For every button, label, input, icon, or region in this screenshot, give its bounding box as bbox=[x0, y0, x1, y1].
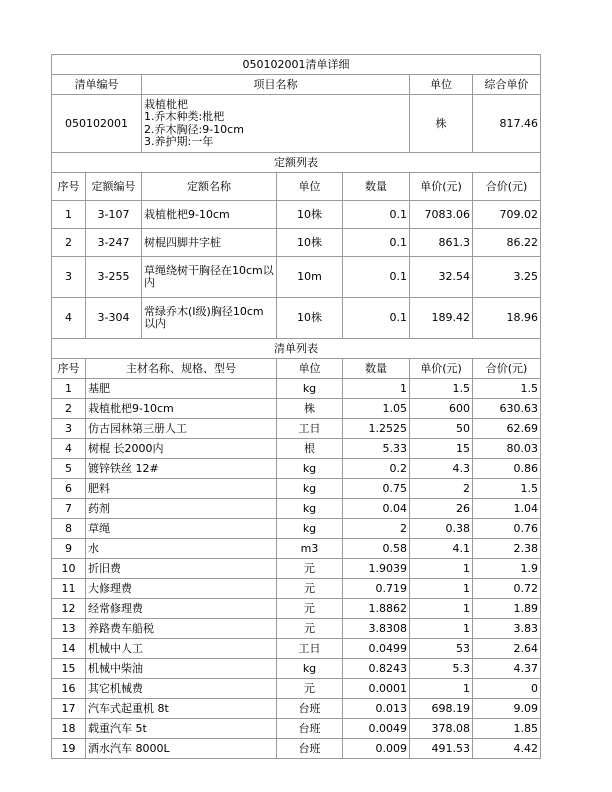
bill-unit-header: 单位 bbox=[410, 75, 473, 95]
material-seq: 3 bbox=[52, 419, 86, 439]
material-total: 1.9 bbox=[473, 559, 541, 579]
material-qty: 0.58 bbox=[343, 539, 410, 559]
material-price: 698.19 bbox=[410, 699, 473, 719]
bill-desc-line: 1.乔木种类:枇杷 bbox=[144, 110, 225, 123]
material-row bbox=[52, 579, 541, 599]
material-seq: 8 bbox=[52, 519, 86, 539]
quota-code: 3-255 bbox=[86, 257, 142, 298]
quota-price-header: 单价(元) bbox=[410, 173, 473, 201]
bill-header-row bbox=[52, 75, 541, 95]
page-title: 050102001清单详细 bbox=[52, 55, 541, 75]
material-name: 养路费车船税 bbox=[86, 619, 277, 639]
quota-total: 86.22 bbox=[473, 229, 541, 257]
material-total: 1.85 bbox=[473, 719, 541, 739]
material-price: 26 bbox=[410, 499, 473, 519]
material-name: 载重汽车 5t bbox=[86, 719, 277, 739]
quota-section-title: 定额列表 bbox=[52, 153, 541, 173]
material-row bbox=[52, 659, 541, 679]
material-qty: 0.013 bbox=[343, 699, 410, 719]
material-unit: 元 bbox=[277, 559, 343, 579]
material-row bbox=[52, 719, 541, 739]
material-unit: 工日 bbox=[277, 639, 343, 659]
quota-row bbox=[52, 257, 541, 298]
material-seq: 1 bbox=[52, 379, 86, 399]
material-qty: 1.9039 bbox=[343, 559, 410, 579]
material-row bbox=[52, 499, 541, 519]
material-unit: kg bbox=[277, 519, 343, 539]
material-unit: kg bbox=[277, 379, 343, 399]
material-row bbox=[52, 439, 541, 459]
material-row bbox=[52, 419, 541, 439]
bill-code: 050102001 bbox=[52, 95, 142, 153]
material-total: 0.86 bbox=[473, 459, 541, 479]
material-total-header: 合价(元) bbox=[473, 359, 541, 379]
material-qty: 1.05 bbox=[343, 399, 410, 419]
quota-name: 常绿乔木(I级)胸径10cm以内 bbox=[142, 298, 277, 339]
material-unit: 元 bbox=[277, 619, 343, 639]
material-seq: 5 bbox=[52, 459, 86, 479]
quota-unit: 10株 bbox=[277, 201, 343, 229]
material-seq: 7 bbox=[52, 499, 86, 519]
material-name: 镀锌铁丝 12# bbox=[86, 459, 277, 479]
material-name: 仿古园林第三册人工 bbox=[86, 419, 277, 439]
quota-price: 861.3 bbox=[410, 229, 473, 257]
quota-unit-header: 单位 bbox=[277, 173, 343, 201]
material-price: 1 bbox=[410, 679, 473, 699]
material-row bbox=[52, 519, 541, 539]
material-total: 630.63 bbox=[473, 399, 541, 419]
material-total: 3.83 bbox=[473, 619, 541, 639]
quota-price: 189.42 bbox=[410, 298, 473, 339]
quota-seq-header: 序号 bbox=[52, 173, 86, 201]
bill-desc-line: 2.乔木胸径:9-10cm bbox=[144, 122, 244, 136]
material-price: 1 bbox=[410, 559, 473, 579]
material-price: 15 bbox=[410, 439, 473, 459]
quota-qty: 0.1 bbox=[343, 298, 410, 339]
material-qty: 0.719 bbox=[343, 579, 410, 599]
material-price: 1 bbox=[410, 619, 473, 639]
material-price: 378.08 bbox=[410, 719, 473, 739]
quota-code: 3-304 bbox=[86, 298, 142, 339]
material-name: 栽植枇杷9-10cm bbox=[86, 399, 277, 419]
material-seq: 15 bbox=[52, 659, 86, 679]
material-unit: 元 bbox=[277, 599, 343, 619]
quota-code: 3-247 bbox=[86, 229, 142, 257]
bill-name-header: 项目名称 bbox=[142, 75, 410, 95]
quota-qty: 0.1 bbox=[343, 257, 410, 298]
material-qty-header: 数量 bbox=[343, 359, 410, 379]
material-price-header: 单价(元) bbox=[410, 359, 473, 379]
material-total: 0 bbox=[473, 679, 541, 699]
material-unit: 台班 bbox=[277, 699, 343, 719]
material-price: 4.1 bbox=[410, 539, 473, 559]
material-row bbox=[52, 619, 541, 639]
bill-price: 817.46 bbox=[473, 95, 541, 153]
quota-row bbox=[52, 229, 541, 257]
material-row bbox=[52, 459, 541, 479]
material-price: 0.38 bbox=[410, 519, 473, 539]
material-unit: kg bbox=[277, 659, 343, 679]
material-total: 80.03 bbox=[473, 439, 541, 459]
material-seq: 6 bbox=[52, 479, 86, 499]
material-name: 机械中柴油 bbox=[86, 659, 277, 679]
material-qty: 1.2525 bbox=[343, 419, 410, 439]
material-seq-header: 序号 bbox=[52, 359, 86, 379]
material-qty: 5.33 bbox=[343, 439, 410, 459]
material-price: 53 bbox=[410, 639, 473, 659]
material-unit: kg bbox=[277, 499, 343, 519]
material-total: 0.72 bbox=[473, 579, 541, 599]
quota-qty: 0.1 bbox=[343, 201, 410, 229]
material-unit: 根 bbox=[277, 439, 343, 459]
material-row bbox=[52, 699, 541, 719]
material-seq: 14 bbox=[52, 639, 86, 659]
material-name: 机械中人工 bbox=[86, 639, 277, 659]
material-unit: 工日 bbox=[277, 419, 343, 439]
material-price: 2 bbox=[410, 479, 473, 499]
material-qty: 0.04 bbox=[343, 499, 410, 519]
bill-price-header: 综合单价 bbox=[473, 75, 541, 95]
bill-detail-table bbox=[51, 54, 541, 759]
material-row bbox=[52, 739, 541, 759]
material-row bbox=[52, 559, 541, 579]
bill-desc-line: 3.养护期:一年 bbox=[144, 135, 214, 148]
material-name: 树棍 长2000内 bbox=[86, 439, 277, 459]
material-row bbox=[52, 479, 541, 499]
material-qty: 0.75 bbox=[343, 479, 410, 499]
material-row bbox=[52, 679, 541, 699]
material-unit: kg bbox=[277, 459, 343, 479]
material-seq: 12 bbox=[52, 599, 86, 619]
material-total: 4.37 bbox=[473, 659, 541, 679]
material-name: 洒水汽车 8000L bbox=[86, 739, 277, 759]
quota-name: 树棍四脚井字桩 bbox=[142, 229, 277, 257]
material-seq: 19 bbox=[52, 739, 86, 759]
material-row bbox=[52, 399, 541, 419]
material-unit: 台班 bbox=[277, 719, 343, 739]
material-unit: 元 bbox=[277, 579, 343, 599]
material-row bbox=[52, 639, 541, 659]
material-qty: 1.8862 bbox=[343, 599, 410, 619]
quota-total: 709.02 bbox=[473, 201, 541, 229]
quota-total: 18.96 bbox=[473, 298, 541, 339]
quota-seq: 2 bbox=[52, 229, 86, 257]
material-price: 50 bbox=[410, 419, 473, 439]
material-name: 药剂 bbox=[86, 499, 277, 519]
material-name-header: 主材名称、规格、型号 bbox=[86, 359, 277, 379]
material-row bbox=[52, 599, 541, 619]
material-name: 基肥 bbox=[86, 379, 277, 399]
quota-seq: 4 bbox=[52, 298, 86, 339]
quota-price: 7083.06 bbox=[410, 201, 473, 229]
material-qty: 0.0001 bbox=[343, 679, 410, 699]
material-seq: 2 bbox=[52, 399, 86, 419]
material-unit-header: 单位 bbox=[277, 359, 343, 379]
quota-unit: 10株 bbox=[277, 229, 343, 257]
quota-code: 3-107 bbox=[86, 201, 142, 229]
quota-name: 栽植枇杷9-10cm bbox=[142, 201, 277, 229]
material-header-row bbox=[52, 359, 541, 379]
material-total: 2.64 bbox=[473, 639, 541, 659]
material-qty: 0.0499 bbox=[343, 639, 410, 659]
material-qty: 0.2 bbox=[343, 459, 410, 479]
quota-section-row bbox=[52, 153, 541, 173]
material-name: 折旧费 bbox=[86, 559, 277, 579]
material-name: 肥料 bbox=[86, 479, 277, 499]
material-qty: 3.8308 bbox=[343, 619, 410, 639]
material-unit: 元 bbox=[277, 679, 343, 699]
quota-qty-header: 数量 bbox=[343, 173, 410, 201]
material-seq: 9 bbox=[52, 539, 86, 559]
quota-name: 草绳绕树干胸径在10cm以内 bbox=[142, 257, 277, 298]
material-qty: 0.8243 bbox=[343, 659, 410, 679]
bill-description bbox=[142, 95, 410, 153]
bill-desc-line: 栽植枇杷 bbox=[144, 97, 188, 111]
material-name: 汽车式起重机 8t bbox=[86, 699, 277, 719]
material-total: 62.69 bbox=[473, 419, 541, 439]
quota-seq: 3 bbox=[52, 257, 86, 298]
quota-total: 3.25 bbox=[473, 257, 541, 298]
material-unit: kg bbox=[277, 479, 343, 499]
material-qty: 2 bbox=[343, 519, 410, 539]
material-name: 其它机械费 bbox=[86, 679, 277, 699]
material-total: 1.04 bbox=[473, 499, 541, 519]
material-qty: 0.0049 bbox=[343, 719, 410, 739]
title-row bbox=[52, 55, 541, 75]
bill-row bbox=[52, 95, 541, 153]
quota-seq: 1 bbox=[52, 201, 86, 229]
material-seq: 17 bbox=[52, 699, 86, 719]
material-total: 9.09 bbox=[473, 699, 541, 719]
material-seq: 11 bbox=[52, 579, 86, 599]
material-name: 经常修理费 bbox=[86, 599, 277, 619]
material-seq: 4 bbox=[52, 439, 86, 459]
material-qty: 0.009 bbox=[343, 739, 410, 759]
quota-row bbox=[52, 298, 541, 339]
bill-unit: 株 bbox=[410, 95, 473, 153]
material-section-title: 清单列表 bbox=[52, 339, 541, 359]
material-unit: 台班 bbox=[277, 739, 343, 759]
quota-code-header: 定额编号 bbox=[86, 173, 142, 201]
material-price: 1.5 bbox=[410, 379, 473, 399]
material-row bbox=[52, 539, 541, 559]
material-price: 5.3 bbox=[410, 659, 473, 679]
material-total: 1.5 bbox=[473, 479, 541, 499]
quota-total-header: 合价(元) bbox=[473, 173, 541, 201]
material-total: 1.5 bbox=[473, 379, 541, 399]
material-row bbox=[52, 379, 541, 399]
quota-unit: 10株 bbox=[277, 298, 343, 339]
quota-header-row bbox=[52, 173, 541, 201]
material-name: 水 bbox=[86, 539, 277, 559]
material-seq: 16 bbox=[52, 679, 86, 699]
material-seq: 10 bbox=[52, 559, 86, 579]
material-unit: 株 bbox=[277, 399, 343, 419]
material-seq: 13 bbox=[52, 619, 86, 639]
material-total: 2.38 bbox=[473, 539, 541, 559]
material-price: 4.3 bbox=[410, 459, 473, 479]
material-total: 1.89 bbox=[473, 599, 541, 619]
quota-price: 32.54 bbox=[410, 257, 473, 298]
material-name: 草绳 bbox=[86, 519, 277, 539]
quota-row bbox=[52, 201, 541, 229]
material-total: 4.42 bbox=[473, 739, 541, 759]
material-qty: 1 bbox=[343, 379, 410, 399]
material-name: 大修理费 bbox=[86, 579, 277, 599]
material-price: 600 bbox=[410, 399, 473, 419]
material-section-row bbox=[52, 339, 541, 359]
material-price: 491.53 bbox=[410, 739, 473, 759]
quota-qty: 0.1 bbox=[343, 229, 410, 257]
material-seq: 18 bbox=[52, 719, 86, 739]
material-total: 0.76 bbox=[473, 519, 541, 539]
material-price: 1 bbox=[410, 599, 473, 619]
bill-code-header: 清单编号 bbox=[52, 75, 142, 95]
material-unit: m3 bbox=[277, 539, 343, 559]
quota-name-header: 定额名称 bbox=[142, 173, 277, 201]
material-price: 1 bbox=[410, 579, 473, 599]
quota-unit: 10m bbox=[277, 257, 343, 298]
